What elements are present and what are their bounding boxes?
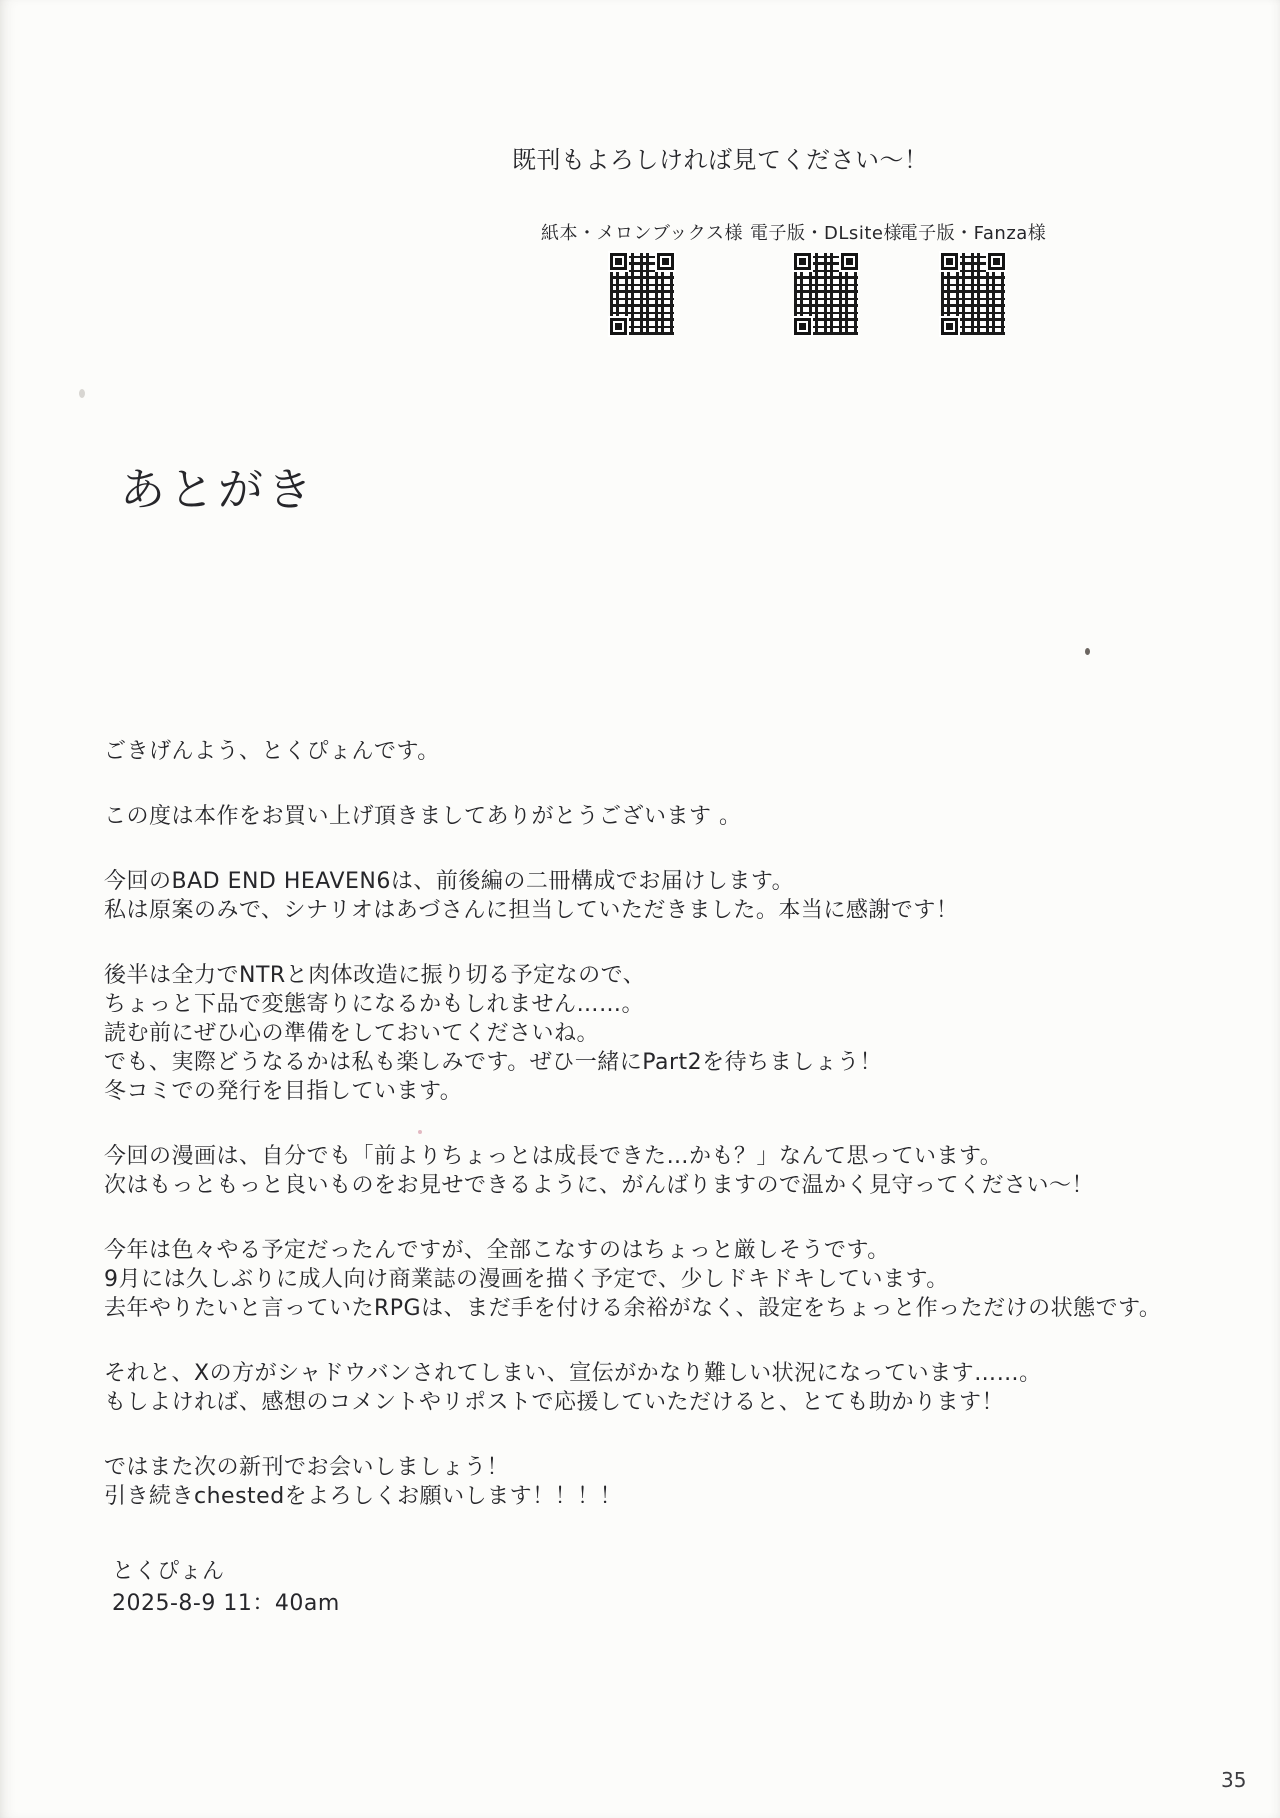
afterword-body [104,737,1161,1511]
paragraph [104,1359,1161,1417]
signature-datetime: 2025-8-9 11：40am [112,1591,340,1616]
qr-finder-icon [610,318,627,335]
text-line: 9月には久しぶりに成人向け商業誌の漫画を描く予定で、少しドキドキしています。 [104,1267,949,1292]
page-number: 35 [1221,1768,1247,1792]
text-line: この度は本作をお買い上げ頂きましてありがとうございます 。 [104,804,742,829]
paragraph [104,1453,1161,1511]
paragraph [104,1236,1161,1323]
scan-speck [79,389,85,398]
signature-block [112,1556,340,1620]
qr-finder-icon [610,253,627,270]
promo-heading: 既刊もよろしければ見てください〜！ [512,146,929,174]
scan-speck [1085,648,1090,655]
qr-finder-icon [657,253,674,270]
text-line: 後半は全力でNTRと肉体改造に振り切る予定なので、 [104,963,646,988]
qr-finder-icon [794,253,811,270]
qr-finder-icon [794,318,811,335]
paragraph [104,961,1161,1106]
text-line: 今回のBAD END HEAVEN6は、前後編の二冊構成でお届けします。 [104,869,795,894]
afterword-title: あとがき [120,463,317,516]
text-line: 冬コミでの発行を目指しています。 [104,1079,463,1104]
qr-finder-icon [941,318,958,335]
qr-finder-icon [841,253,858,270]
text-line: 次はもっともっと良いものをお見せできるように、がんばりますので温かく見守ってください〜！ [104,1173,1095,1198]
qr-label: 電子版・Fanza様 [899,223,1047,244]
text-line: 私は原案のみで、シナリオはあづさんに担当していただきました。本当に感謝です！ [104,898,959,923]
text-line: 今回の漫画は、自分でも「前よりちょっとは成長できた…かも？」なんて思っています。 [104,1144,1003,1169]
text-line: もしよければ、感想のコメントやリポストで応援していただけると、とても助かります！ [104,1390,1005,1415]
text-line: 読む前にぜひ心の準備をしておいてくださいね。 [104,1021,600,1046]
scan-speck [418,1130,422,1134]
paragraph [104,802,1161,831]
qr-label: 紙本・メロンブックス様 [540,223,744,244]
author-name: とくぴょん [112,1559,225,1584]
qr-code-icon [610,253,674,335]
text-line: それと、Xの方がシャドウバンされてしまい、宣伝がかなり難しい状況になっています……。 [104,1361,1042,1386]
qr-item-fanza [863,219,1083,335]
qr-finder-icon [988,253,1005,270]
paragraph [104,867,1161,925]
text-line: 今年は色々やる予定だったんですが、全部こなすのはちょっと厳しそうです。 [104,1238,890,1263]
qr-code-icon [941,253,1005,335]
qr-finder-icon [941,253,958,270]
text-line: でも、実際どうなるかは私も楽しみです。ぜひ一緒にPart2を待ちましょう！ [104,1050,883,1075]
paragraph [104,1142,1161,1200]
text-line: ごきげんよう、とくぴょんです。 [104,739,440,764]
qr-code-icon [794,253,858,335]
text-line: ちょっと下品で変態寄りになるかもしれません……。 [104,992,645,1017]
qr-label: 電子版・DLsite様 [750,223,902,244]
text-line: 去年やりたいと言っていたRPGは、まだ手を付ける余裕がなく、設定をちょっと作っただけの状態です。 [104,1296,1162,1321]
text-line: 引き続きchestedをよろしくお願いします！！！！ [104,1484,623,1509]
text-line: ではまた次の新刊でお会いしましょう！ [104,1455,510,1480]
paragraph [104,737,1161,766]
